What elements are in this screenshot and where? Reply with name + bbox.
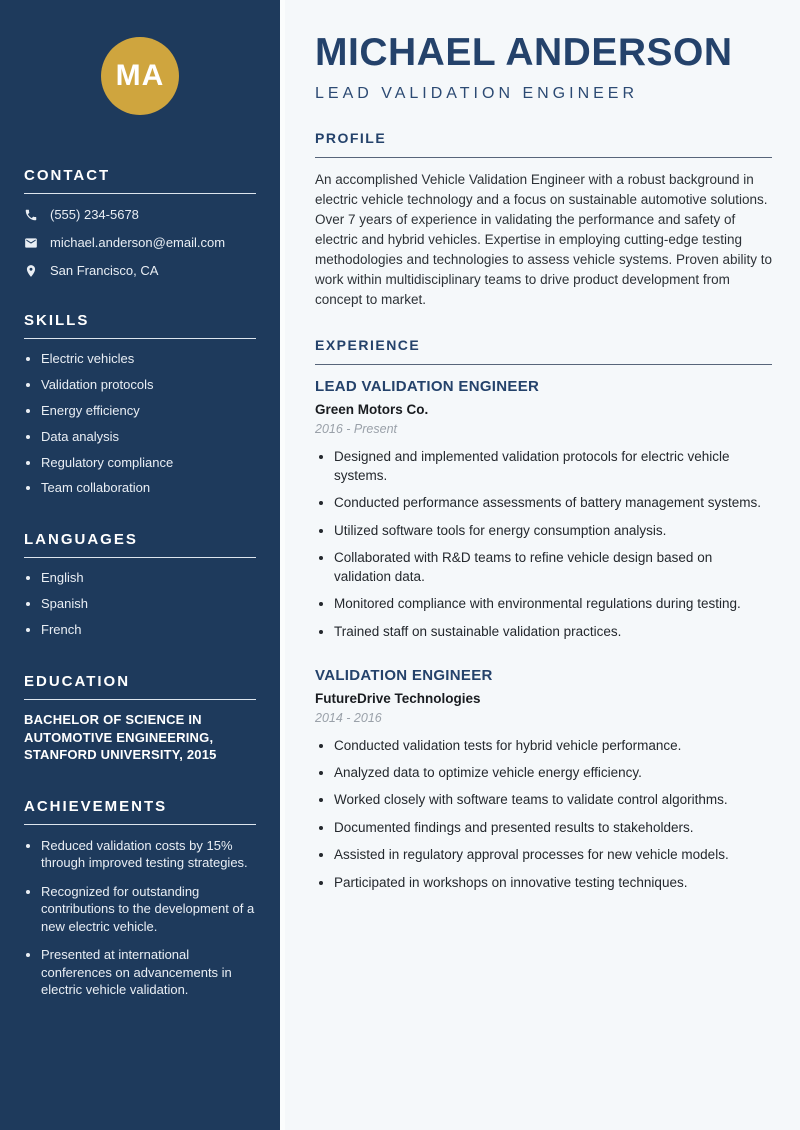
- skills-section: [24, 312, 256, 497]
- language-item: • Spanish: [41, 596, 256, 613]
- avatar: MA: [101, 37, 179, 115]
- job-bullet: • Collaborated with R&D teams to refine vehicle design based on validation data.: [334, 549, 772, 587]
- job-bullet: • Worked closely with software teams to validate control algorithms.: [334, 791, 772, 810]
- education-degree: BACHELOR OF SCIENCE IN AUTOMOTIVE ENGINEERING, STANFORD UNIVERSITY, 2015: [24, 712, 217, 763]
- contact-heading: CONTACT: [24, 167, 256, 194]
- languages-heading: LANGUAGES: [24, 531, 256, 558]
- achievements-section: [24, 798, 256, 999]
- job-bullet: • Assisted in regulatory approval processes for new vehicle models.: [334, 846, 772, 865]
- job-company: Green Motors Co.: [315, 402, 429, 417]
- skill-item: • Electric vehicles: [41, 351, 256, 368]
- skills-list: [24, 351, 256, 497]
- achievement-item: • Reduced validation costs by 15% through improved testing strategies.: [41, 837, 256, 872]
- job-title: LEAD VALIDATION ENGINEER: [315, 378, 540, 395]
- job-bullet: • Monitored compliance with environmental regulations during testing.: [334, 595, 772, 614]
- language-item: • English: [41, 570, 256, 587]
- person-name: MICHAEL ANDERSON: [315, 31, 733, 74]
- location-icon: [24, 264, 38, 278]
- contact-phone-text: (555) 234-5678: [50, 207, 139, 222]
- contact-location-text: San Francisco, CA: [50, 263, 159, 278]
- job-bullet: • Designed and implemented validation protocols for electric vehicle systems.: [334, 448, 772, 486]
- achievements-list: [24, 837, 256, 999]
- sidebar: [0, 0, 280, 1130]
- skill-item: • Regulatory compliance: [41, 455, 256, 472]
- contact-row-email: [24, 235, 256, 250]
- contact-row-location: [24, 263, 256, 278]
- skill-item: • Data analysis: [41, 429, 256, 446]
- achievement-item: • Recognized for outstanding contributions to the development of a new electric vehicle.: [41, 883, 256, 936]
- job-dates: 2014 - 2016: [315, 710, 382, 725]
- job-bullet: • Conducted validation tests for hybrid vehicle performance.: [334, 737, 772, 756]
- main-content: [280, 0, 800, 1130]
- achievement-item: • Presented at international conferences on advancements in electric vehicle validation.: [41, 946, 256, 999]
- experience-job: [315, 378, 772, 642]
- profile-heading: PROFILE: [315, 130, 772, 158]
- job-bullet-list: [315, 448, 772, 642]
- job-bullet-list: [315, 737, 772, 893]
- job-dates: 2016 - Present: [315, 422, 397, 436]
- skill-item: • Team collaboration: [41, 480, 256, 497]
- person-job-title: LEAD VALIDATION ENGINEER: [315, 85, 639, 102]
- profile-text: An accomplished Vehicle Validation Engineer with a robust background in electric vehicle technology and a focus on sustainable automotive solutions. Over 7 years of experience in validating the performance and safety of electric and hybrid vehicles. Expertise in employing cutting-edge testing methodologies and technologies to assess vehicle systems. Proven ability to work within multidisciplinary teams to drive product development from concept to market.: [315, 172, 772, 307]
- education-section: [24, 673, 256, 764]
- job-bullet: • Analyzed data to optimize vehicle energy efficiency.: [334, 764, 772, 783]
- job-bullet: • Documented findings and presented results to stakeholders.: [334, 819, 772, 838]
- skills-heading: SKILLS: [24, 312, 256, 339]
- contact-email-text: michael.anderson@email.com: [50, 235, 226, 250]
- experience-section: [315, 337, 772, 892]
- languages-list: [24, 570, 256, 639]
- skill-item: • Validation protocols: [41, 377, 256, 394]
- skill-item: • Energy efficiency: [41, 403, 256, 420]
- profile-section: [315, 130, 772, 310]
- achievements-heading: ACHIEVEMENTS: [24, 798, 256, 825]
- job-bullet: • Conducted performance assessments of battery management systems.: [334, 494, 772, 513]
- phone-icon: [24, 208, 38, 222]
- job-company: FutureDrive Technologies: [315, 690, 481, 706]
- email-icon: [24, 236, 38, 250]
- experience-heading: EXPERIENCE: [315, 337, 772, 365]
- languages-section: [24, 531, 256, 639]
- job-bullet: • Participated in workshops on innovative testing techniques.: [334, 874, 772, 893]
- job-bullet: • Trained staff on sustainable validation practices.: [334, 623, 772, 642]
- experience-job: [315, 667, 772, 893]
- education-heading: EDUCATION: [24, 673, 256, 700]
- contact-section: [24, 167, 256, 278]
- contact-row-phone: [24, 207, 256, 222]
- job-title: VALIDATION ENGINEER: [315, 666, 493, 684]
- job-bullet: • Utilized software tools for energy consumption analysis.: [334, 522, 772, 541]
- language-item: • French: [41, 622, 256, 639]
